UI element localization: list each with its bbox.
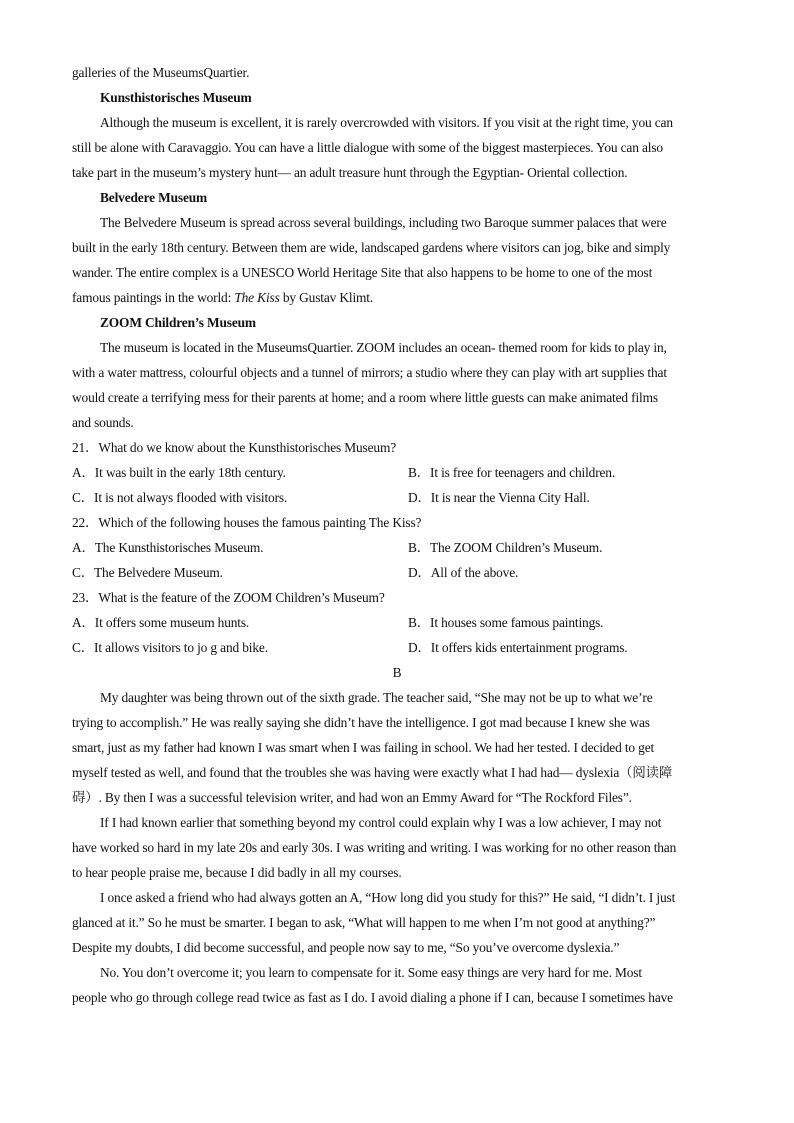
paragraph-line: still be alone with Caravaggio. You can have a little dialogue with some of the biggest masterpieces. You can also: [72, 140, 663, 155]
option-row: [72, 460, 722, 485]
paragraph-line: trying to accomplish.” He was really saying she didn’t have the intelligence. I got mad because I knew she was: [72, 715, 650, 730]
paragraph-line: glanced at it.” So he must be smarter. I began to ask, “What will happen to me when I’m not good at anything?”: [72, 915, 656, 930]
paragraph-line: If I had known earlier that something beyond my control could explain why I was a low achiever, I may not: [100, 815, 662, 830]
question-stem: 22．Which of the following houses the famous painting The Kiss?: [72, 515, 422, 530]
text-run: by Gustav Klimt.: [279, 290, 374, 305]
document-page: [72, 60, 722, 1010]
passage-label: B: [392, 665, 402, 680]
paragraph-line: The museum is located in the MuseumsQuartier. ZOOM includes an ocean- themed room for kids to play in,: [100, 340, 667, 355]
paragraph-line: with a water mattress, colourful objects and a tunnel of mirrors; a studio where they can play with art supplies that: [72, 365, 667, 380]
option-row: [72, 610, 722, 635]
option-row: [72, 635, 722, 660]
paragraph-line: No. You don’t overcome it; you learn to compensate for it. Some easy things are very hard for me. Most: [100, 965, 642, 980]
paragraph-line: 碍）. By then I was a successful television writer, and had won an Emmy Award for “The Rockford Files”.: [72, 790, 632, 805]
paragraph-line: wander. The entire complex is a UNESCO World Heritage Site that also happens to be home to one of the most: [72, 265, 653, 280]
question-stem: 23．What is the feature of the ZOOM Children’s Museum?: [72, 590, 385, 605]
option-c: C．It is not always flooded with visitors.: [72, 490, 288, 505]
option-b: B．The ZOOM Children’s Museum.: [408, 540, 603, 555]
option-b: B．It houses some famous paintings.: [408, 615, 604, 630]
passage-a-intro-tail: galleries of the MuseumsQuartier.: [72, 65, 250, 80]
text-run: famous paintings in the world:: [72, 290, 235, 305]
paragraph-line: and sounds.: [72, 415, 134, 430]
option-a: A．The Kunsthistorisches Museum.: [72, 540, 264, 555]
option-a: A．It offers some museum hunts.: [72, 615, 250, 630]
paragraph-line: people who go through college read twice as fast as I do. I avoid dialing a phone if I can, because I sometimes have: [72, 990, 673, 1005]
paragraph-line: Although the museum is excellent, it is rarely overcrowded with visitors. If you visit at the right time, you can: [100, 115, 673, 130]
section-heading-zoom: ZOOM Children’s Museum: [100, 315, 256, 330]
paragraph-line: My daughter was being thrown out of the sixth grade. The teacher said, “She may not be up to what we’re: [100, 690, 653, 705]
option-a: A．It was built in the early 18th century.: [72, 465, 286, 480]
option-row: [72, 560, 722, 585]
question-stem: 21．What do we know about the Kunsthistorisches Museum?: [72, 440, 397, 455]
paragraph-line: to hear people praise me, because I did badly in all my courses.: [72, 865, 402, 880]
paragraph-line: The Belvedere Museum is spread across several buildings, including two Baroque summer palaces that were: [100, 215, 667, 230]
option-d: D．All of the above.: [408, 565, 519, 580]
painting-title: The Kiss: [234, 290, 280, 305]
section-heading-kunsthistorisches: Kunsthistorisches Museum: [100, 90, 252, 105]
paragraph-line: [72, 285, 722, 310]
paragraph-line: I once asked a friend who had always gotten an A, “How long did you study for this?” He said, “I didn’t. I just: [100, 890, 676, 905]
option-c: C．The Belvedere Museum.: [72, 565, 223, 580]
paragraph-line: myself tested as well, and found that the troubles she was having were exactly what I had had— dyslexia（阅读障: [72, 765, 673, 780]
section-heading-belvedere: Belvedere Museum: [100, 190, 208, 205]
paragraph-line: take part in the museum’s mystery hunt— an adult treasure hunt through the Egyptian- Oriental collection.: [72, 165, 628, 180]
option-b: B．It is free for teenagers and children.: [408, 465, 616, 480]
option-row: [72, 535, 722, 560]
paragraph-line: have worked so hard in my late 20s and early 30s. I was writing and writing. I was working for no other reason than: [72, 840, 677, 855]
option-c: C．It allows visitors to jo g and bike.: [72, 640, 268, 655]
paragraph-line: Despite my doubts, I did become successful, and people now say to me, “So you’ve overcome dyslexia.”: [72, 940, 620, 955]
paragraph-line: smart, just as my father had known I was smart when I was failing in school. We had her tested. I decided to get: [72, 740, 655, 755]
option-d: D．It offers kids entertainment programs.: [408, 640, 628, 655]
paragraph-line: built in the early 18th century. Between them are wide, landscaped gardens where visitors can jog, bike and simply: [72, 240, 671, 255]
option-d: D．It is near the Vienna City Hall.: [408, 490, 590, 505]
paragraph-line: would create a terrifying mess for their parents at home; and a room where little guests can make animated films: [72, 390, 658, 405]
option-row: [72, 485, 722, 510]
